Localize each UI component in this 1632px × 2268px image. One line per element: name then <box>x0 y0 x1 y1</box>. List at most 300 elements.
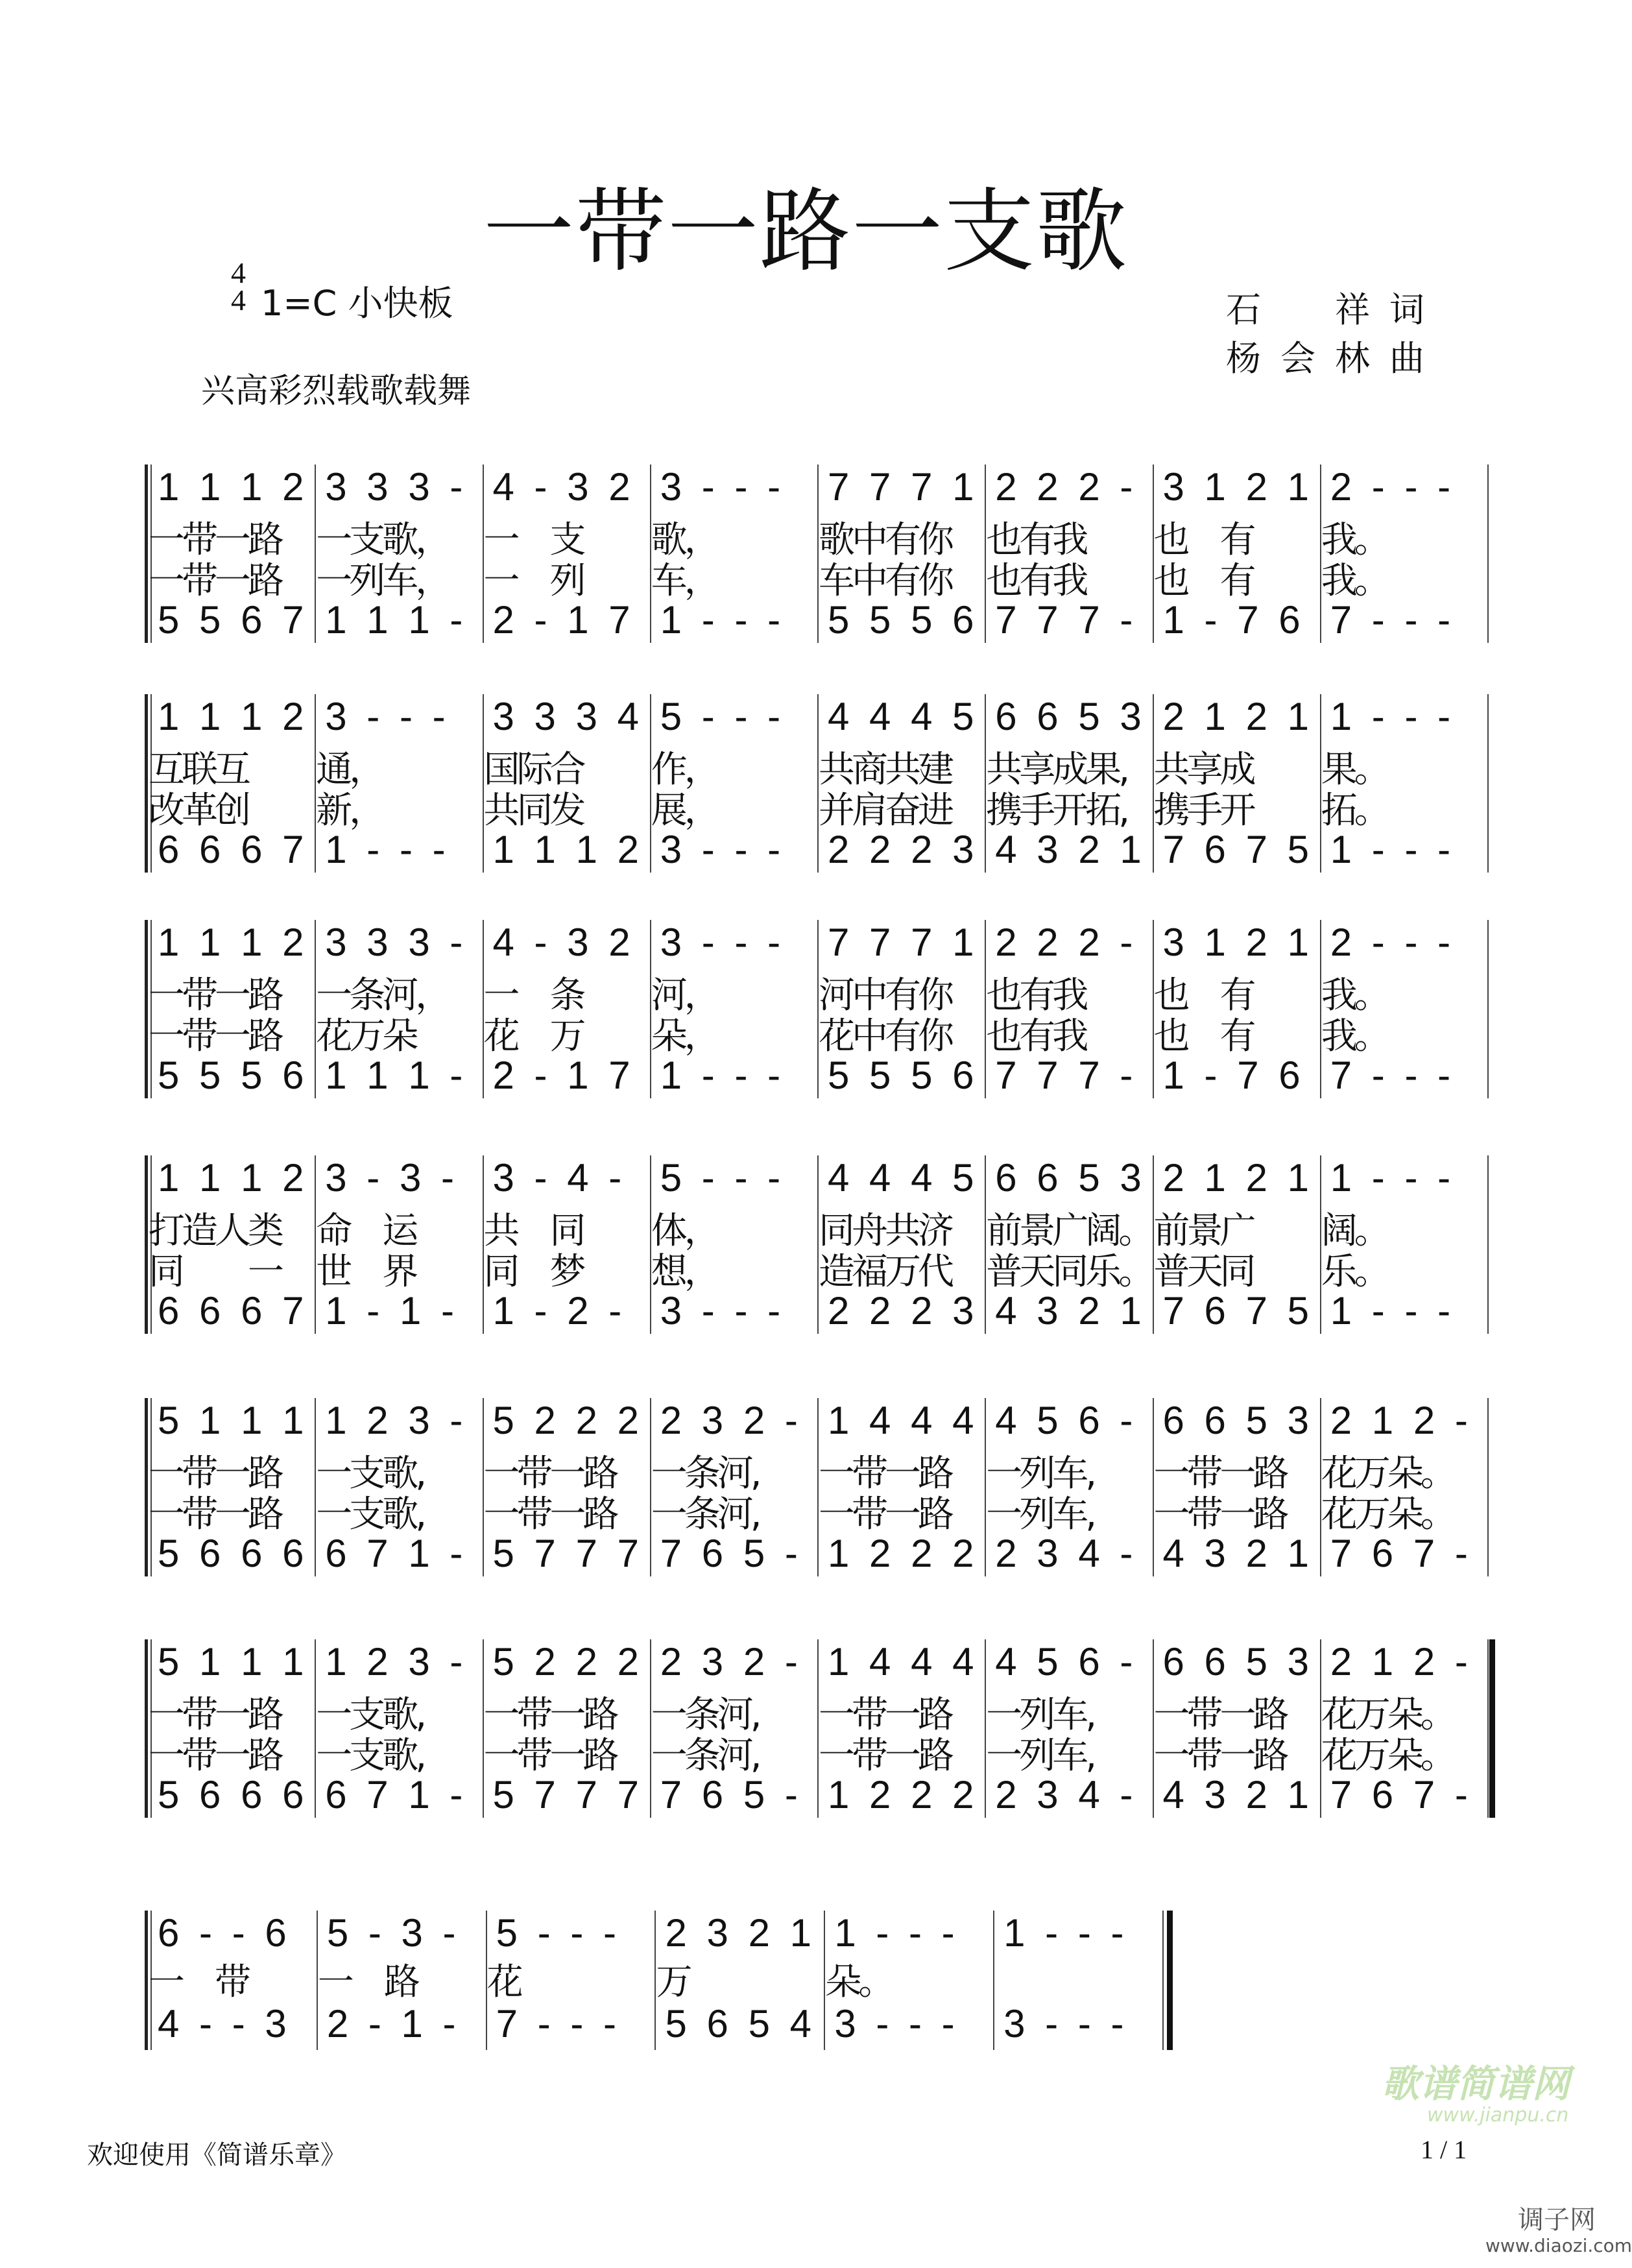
lyric-verse-1: 一列车, <box>986 1453 1094 1495</box>
system-bracket <box>145 464 148 643</box>
measure <box>651 694 819 873</box>
lyric-verse-2: 也有我 <box>986 1015 1086 1057</box>
measures <box>149 1911 1164 2050</box>
melody-notes: 5 - 3 - <box>326 1911 461 1955</box>
harmony-notes: 7 6 5 - <box>660 1532 802 1575</box>
harmony-notes: 1 - - - <box>660 1054 786 1097</box>
lyric-verse-1: 也有我 <box>986 519 1086 561</box>
melody-notes: 5 1 1 1 <box>158 1399 309 1442</box>
lyric-verse-1: 花万朵。 <box>1321 1453 1454 1495</box>
harmony-notes: 5 6 5 4 <box>665 2002 816 2045</box>
measure <box>149 1639 316 1818</box>
lyric-verse-2: 新， <box>316 790 383 832</box>
melody-notes: 1 4 4 4 <box>828 1640 979 1683</box>
measure <box>1154 1155 1321 1334</box>
lyric-verse-2: 也 有 <box>1153 1015 1253 1057</box>
harmony-notes: 6 6 6 7 <box>158 1289 309 1333</box>
lyric-verse-1: 阔。 <box>1321 1210 1387 1252</box>
melody-notes: 3 - - - <box>660 921 786 964</box>
lyric-verse-2: 携手开拓, <box>986 790 1127 832</box>
measure <box>1321 464 1489 643</box>
lyric-verse-1: 一 支 <box>483 519 583 561</box>
measure <box>819 1155 986 1334</box>
measure <box>484 694 651 873</box>
score-system <box>149 694 1489 873</box>
harmony-notes: 2 3 4 - <box>995 1532 1138 1575</box>
measure <box>316 1398 483 1576</box>
lyric-verse-2: 花 万 <box>483 1015 583 1057</box>
melody-notes: 5 2 2 2 <box>492 1640 643 1683</box>
measure <box>819 1398 986 1576</box>
lyric-verse-1: 一带一路 <box>149 1453 281 1495</box>
melody-notes: 1 1 1 2 <box>158 1156 309 1200</box>
harmony-notes: 2 2 2 3 <box>828 828 979 871</box>
melody-notes: 2 1 2 1 <box>1162 1156 1314 1200</box>
melody-notes: 6 - - 6 <box>158 1911 291 1955</box>
harmony-notes: 1 2 2 2 <box>828 1532 979 1575</box>
lyric-verse-2: 一带一路 <box>149 1493 281 1536</box>
lyric-verse-2: 一列车, <box>986 1735 1094 1777</box>
lyric-verse-1: 花 <box>486 1961 520 2003</box>
harmony-notes: 7 6 7 - <box>1330 1532 1472 1575</box>
watermark2-logo: 调子网 <box>1518 2205 1596 2235</box>
lyric-verse-2: 乐。 <box>1321 1251 1387 1293</box>
measure <box>1321 1155 1489 1334</box>
lyric-verse-2: 我。 <box>1321 1015 1387 1057</box>
lyric-verse-2: 一支歌, <box>316 1493 424 1536</box>
melody-notes: 3 3 3 4 <box>492 695 643 738</box>
lyric-verse-1: 前景广 <box>1153 1210 1253 1252</box>
system-bracket <box>145 1911 148 2050</box>
system-bracket <box>145 1398 148 1576</box>
final-barline <box>1167 1911 1173 2050</box>
melody-notes: 1 - - - <box>834 1911 959 1955</box>
measure <box>484 920 651 1098</box>
lyric-verse-2: 一带一路 <box>1153 1493 1286 1536</box>
lyric-verse-1: 我。 <box>1321 974 1387 1017</box>
melody-notes: 2 2 2 - <box>995 921 1138 964</box>
lyric-verse-1: 一带一路 <box>1153 1694 1286 1736</box>
lyric-verse-2: 共同发 <box>483 790 583 832</box>
harmony-notes: 2 2 2 3 <box>828 1289 979 1333</box>
lyric-verse-2: 一带一路 <box>149 1015 281 1057</box>
measures <box>149 1639 1489 1818</box>
lyric-verse-1: 朵。 <box>825 1961 892 2003</box>
lyric-verse-2: 一带一路 <box>149 560 281 602</box>
melody-notes: 3 1 2 1 <box>1162 921 1314 964</box>
harmony-notes: 1 - - - <box>325 828 450 871</box>
harmony-notes: 1 - 1 - <box>325 1289 459 1333</box>
lyric-verse-1: 一带一路 <box>1153 1453 1286 1495</box>
lyric-verse-1: 一条河, <box>651 1694 759 1736</box>
measures <box>149 1398 1489 1576</box>
lyric-verse-1: 一带一路 <box>149 1694 281 1736</box>
melody-notes: 7 7 7 1 <box>828 465 979 509</box>
lyric-verse-1: 我。 <box>1321 519 1387 561</box>
melody-notes: 1 4 4 4 <box>828 1399 979 1442</box>
harmony-notes: 4 3 2 1 <box>995 1289 1146 1333</box>
melody-notes: 1 1 1 2 <box>158 921 309 964</box>
harmony-notes: 6 6 6 7 <box>158 828 309 871</box>
lyric-verse-1: 前景广阔。 <box>986 1210 1152 1252</box>
harmony-notes: 1 - - - <box>660 598 786 642</box>
lyric-verse-1: 命 运 <box>316 1210 416 1252</box>
lyric-verse-1: 花万朵。 <box>1321 1694 1454 1736</box>
harmony-notes: 7 7 7 - <box>995 598 1138 642</box>
measure <box>986 920 1153 1098</box>
melody-notes: 3 - - - <box>325 695 450 738</box>
lyric-verse-1: 河， <box>651 974 717 1017</box>
system-bracket <box>145 920 148 1098</box>
melody-notes: 5 - - - <box>496 1911 621 1955</box>
measure <box>149 1155 316 1334</box>
melody-notes: 2 3 2 - <box>660 1399 802 1442</box>
lyric-verse-1: 一 带 <box>149 1961 248 2003</box>
lyric-verse-2: 我。 <box>1321 560 1387 602</box>
measure <box>819 920 986 1098</box>
lyric-verse-1: 也 有 <box>1153 519 1253 561</box>
lyric-verse-1: 一列车, <box>986 1694 1094 1736</box>
song-title: 一带一路一支歌 <box>483 179 1128 285</box>
measure <box>1321 1639 1489 1818</box>
system-bracket <box>145 1155 148 1334</box>
harmony-notes: 3 - - - <box>1003 2002 1129 2045</box>
harmony-notes: 5 6 6 6 <box>158 1773 309 1816</box>
measure <box>1154 1398 1321 1576</box>
system-bracket <box>145 1639 148 1818</box>
lyric-verse-1: 一条河, <box>651 1453 759 1495</box>
measure <box>986 1155 1153 1334</box>
melody-notes: 2 1 2 1 <box>1162 695 1314 738</box>
measure <box>651 1155 819 1334</box>
measure <box>986 1639 1153 1818</box>
melody-notes: 3 3 3 - <box>325 921 468 964</box>
lyric-verse-2: 造福万代 <box>819 1251 951 1293</box>
watermark-url: www.jianpu.cn <box>1427 2104 1569 2127</box>
melody-notes: 4 5 6 - <box>995 1399 1138 1442</box>
harmony-notes: 2 - 1 7 <box>492 1054 635 1097</box>
lyric-verse-1: 通， <box>316 749 383 791</box>
lyric-verse-1: 一带一路 <box>149 974 281 1017</box>
measure <box>1154 1639 1321 1818</box>
watermark2-url: www.diaozi.com <box>1485 2235 1632 2256</box>
lyric-verse-2: 普天同 <box>1153 1251 1253 1293</box>
lyric-verse-2: 一支歌, <box>316 1735 424 1777</box>
melody-notes: 3 - 4 - <box>492 1156 627 1200</box>
measure <box>986 464 1153 643</box>
final-barline <box>1489 1639 1495 1818</box>
lyric-verse-1: 体， <box>651 1210 717 1252</box>
lyric-verse-2: 朵， <box>651 1015 717 1057</box>
measure <box>318 1911 487 2050</box>
lyric-verse-1: 一带一路 <box>149 519 281 561</box>
melody-notes: 6 6 5 3 <box>1162 1399 1314 1442</box>
lyric-verse-2: 拓。 <box>1321 790 1387 832</box>
harmony-notes: 3 - - - <box>660 828 786 871</box>
melody-notes: 3 3 3 - <box>325 465 468 509</box>
measure <box>149 464 316 643</box>
melody-notes: 5 - - - <box>660 695 786 738</box>
harmony-notes: 4 - - 3 <box>158 2002 291 2045</box>
lyric-verse-1: 歌， <box>651 519 717 561</box>
key-tempo: 1=C 小快板 <box>261 283 453 324</box>
harmony-notes: 5 7 7 7 <box>492 1532 643 1575</box>
melody-notes: 3 - 3 - <box>325 1156 459 1200</box>
lyric-verse-1: 也有我 <box>986 974 1086 1017</box>
expression-mark: 兴高彩烈载歌载舞 <box>201 372 472 411</box>
lyric-verse-2: 也 有 <box>1153 560 1253 602</box>
melody-notes: 1 2 3 - <box>325 1640 468 1683</box>
composer-credit: 杨会林曲 <box>1226 338 1444 379</box>
melody-notes: 4 4 4 5 <box>828 695 979 738</box>
measure <box>825 1911 994 2050</box>
lyric-verse-1: 共享成果, <box>986 749 1127 791</box>
melody-notes: 2 3 2 1 <box>665 1911 816 1955</box>
melody-notes: 2 1 2 - <box>1330 1399 1472 1442</box>
harmony-notes: 2 - 1 - <box>326 2002 461 2045</box>
measures <box>149 920 1489 1098</box>
system-bracket <box>145 694 148 873</box>
measure <box>1154 464 1321 643</box>
measure <box>149 1911 318 2050</box>
lyric-verse-1: 河中有你 <box>819 974 951 1017</box>
lyric-verse-2: 花万朵。 <box>1321 1735 1454 1777</box>
harmony-notes: 7 7 7 - <box>995 1054 1138 1097</box>
melody-notes: 1 1 1 2 <box>158 695 309 738</box>
harmony-notes: 7 - - - <box>1330 1054 1456 1097</box>
harmony-notes: 4 3 2 1 <box>1162 1532 1314 1575</box>
measures <box>149 464 1489 643</box>
harmony-notes: 4 3 2 1 <box>1162 1773 1314 1816</box>
measure <box>656 1911 825 2050</box>
harmony-notes: 1 2 2 2 <box>828 1773 979 1816</box>
measure <box>986 694 1153 873</box>
harmony-notes: 3 - - - <box>834 2002 959 2045</box>
harmony-notes: 1 1 1 - <box>325 598 468 642</box>
lyric-verse-1: 共 同 <box>483 1210 583 1252</box>
harmony-notes: 7 - - - <box>1330 598 1456 642</box>
lyric-verse-2: 一带一路 <box>483 1735 616 1777</box>
measure <box>819 694 986 873</box>
melody-notes: 3 1 2 1 <box>1162 465 1314 509</box>
lyric-verse-2: 改革创 <box>149 790 248 832</box>
measure <box>149 1398 316 1576</box>
measure <box>316 1155 483 1334</box>
lyric-verse-2: 花万朵。 <box>1321 1493 1454 1536</box>
harmony-notes: 1 - 2 - <box>492 1289 627 1333</box>
lyric-verse-1: 一 路 <box>317 1961 417 2003</box>
melody-notes: 4 5 6 - <box>995 1640 1138 1683</box>
lyric-verse-2: 普天同乐。 <box>986 1251 1152 1293</box>
measure <box>819 464 986 643</box>
melody-notes: 1 - - - <box>1330 695 1456 738</box>
melody-notes: 4 - 3 2 <box>492 921 635 964</box>
score-system <box>149 920 1489 1098</box>
lyric-verse-2: 并肩奋进 <box>819 790 951 832</box>
melody-notes: 6 6 5 3 <box>995 695 1146 738</box>
lyric-verse-1: 一支歌, <box>316 1694 424 1736</box>
lyric-verse-2: 一条河, <box>651 1493 759 1536</box>
page-number: 1 / 1 <box>1421 2135 1467 2164</box>
measures <box>149 1155 1489 1334</box>
melody-notes: 2 2 2 - <box>995 465 1138 509</box>
measure <box>484 1155 651 1334</box>
measure <box>484 1639 651 1818</box>
measure <box>316 464 483 643</box>
lyric-verse-2: 展， <box>651 790 717 832</box>
lyric-verse-2: 一条河, <box>651 1735 759 1777</box>
melody-notes: 6 6 5 3 <box>1162 1640 1314 1683</box>
measure <box>316 920 483 1098</box>
lyric-verse-1: 共享成 <box>1153 749 1253 791</box>
lyric-verse-1: 作， <box>651 749 717 791</box>
measure <box>819 1639 986 1818</box>
harmony-notes: 5 7 7 7 <box>492 1773 643 1816</box>
melody-notes: 2 - - - <box>1330 921 1456 964</box>
lyric-verse-1: 万 <box>656 1961 690 2003</box>
melody-notes: 1 1 1 2 <box>158 465 309 509</box>
measure <box>651 920 819 1098</box>
score-system <box>149 1398 1489 1576</box>
lyric-verse-2: 携手开 <box>1153 790 1253 832</box>
melody-notes: 6 6 5 3 <box>995 1156 1146 1200</box>
measure <box>1154 694 1321 873</box>
lyric-verse-2: 花万朵 <box>316 1015 416 1057</box>
lyric-verse-2: 一带一路 <box>1153 1735 1286 1777</box>
lyric-verse-2: 同 梦 <box>483 1251 583 1293</box>
melody-notes: 2 - - - <box>1330 465 1456 509</box>
harmony-notes: 6 7 1 - <box>325 1773 468 1816</box>
measure <box>484 1398 651 1576</box>
melody-notes: 5 - - - <box>660 1156 786 1200</box>
lyric-verse-1: 一带一路 <box>819 1694 951 1736</box>
measure <box>1321 1398 1489 1576</box>
lyric-verse-2: 车， <box>651 560 717 602</box>
lyric-verse-2: 一 列 <box>483 560 583 602</box>
lyric-verse-1: 共商共建 <box>819 749 951 791</box>
harmony-notes: 1 1 1 2 <box>492 828 643 871</box>
lyric-verse-2: 一带一路 <box>819 1735 951 1777</box>
lyricist-credit: 石 祥词 <box>1226 289 1444 330</box>
lyric-verse-1: 打造人类 <box>149 1210 281 1252</box>
time-signature <box>231 256 246 317</box>
measure <box>651 1398 819 1576</box>
harmony-notes: 7 6 7 5 <box>1162 828 1314 871</box>
melody-notes: 1 - - - <box>1330 1156 1456 1200</box>
harmony-notes: 1 - - - <box>1330 828 1456 871</box>
lyric-verse-2: 一带一路 <box>483 1493 616 1536</box>
lyric-verse-2: 也有我 <box>986 560 1086 602</box>
melody-notes: 7 7 7 1 <box>828 921 979 964</box>
lyric-verse-1: 也 有 <box>1153 974 1253 1017</box>
measure <box>316 1639 483 1818</box>
lyric-verse-1: 一带一路 <box>819 1453 951 1495</box>
harmony-notes: 1 - - - <box>1330 1289 1456 1333</box>
melody-notes: 1 - - - <box>1003 1911 1129 1955</box>
melody-notes: 2 1 2 - <box>1330 1640 1472 1683</box>
harmony-notes: 5 6 6 6 <box>158 1532 309 1575</box>
lyric-verse-1: 一支歌, <box>316 1453 424 1495</box>
measure <box>487 1911 656 2050</box>
measure <box>149 694 316 873</box>
lyric-verse-1: 一带一路 <box>483 1453 616 1495</box>
lyric-verse-1: 同舟共济 <box>819 1210 951 1252</box>
lyric-verse-1: 一带一路 <box>483 1694 616 1736</box>
harmony-notes: 2 3 4 - <box>995 1773 1138 1816</box>
measure <box>986 1398 1153 1576</box>
harmony-notes: 1 - 7 6 <box>1162 598 1305 642</box>
measure <box>651 1639 819 1818</box>
lyric-verse-2: 同 一 <box>149 1251 281 1293</box>
harmony-notes: 4 3 2 1 <box>995 828 1146 871</box>
score-system <box>149 1155 1489 1334</box>
harmony-notes: 1 - 7 6 <box>1162 1054 1305 1097</box>
lyric-verse-2: 想， <box>651 1251 717 1293</box>
harmony-notes: 6 7 1 - <box>325 1532 468 1575</box>
lyric-verse-1: 果。 <box>1321 749 1387 791</box>
harmony-notes: 5 5 5 6 <box>158 1054 309 1097</box>
score-system <box>149 1639 1489 1818</box>
harmony-notes: 1 1 1 - <box>325 1054 468 1097</box>
measure <box>149 920 316 1098</box>
harmony-notes: 7 6 5 - <box>660 1773 802 1816</box>
time-signature-top: 4 <box>231 256 246 289</box>
harmony-notes: 5 5 6 7 <box>158 598 309 642</box>
harmony-notes: 5 5 5 6 <box>828 1054 979 1097</box>
melody-notes: 4 - 3 2 <box>492 465 635 509</box>
measure <box>1321 920 1489 1098</box>
footer-text: 欢迎使用《简谱乐章》 <box>87 2140 346 2170</box>
harmony-notes: 2 - 1 7 <box>492 598 635 642</box>
harmony-notes: 5 5 5 6 <box>828 598 979 642</box>
lyric-verse-2: 车中有你 <box>819 560 951 602</box>
melody-notes: 3 - - - <box>660 465 786 509</box>
lyric-verse-2: 世 界 <box>316 1251 416 1293</box>
measure <box>1154 920 1321 1098</box>
lyric-verse-2: 一列车， <box>316 560 449 602</box>
measure <box>994 1911 1164 2050</box>
melody-notes: 4 4 4 5 <box>828 1156 979 1200</box>
score-system <box>149 1911 1164 2050</box>
measure <box>316 694 483 873</box>
melody-notes: 5 1 1 1 <box>158 1640 309 1683</box>
measure <box>1321 694 1489 873</box>
lyric-verse-2: 一带一路 <box>819 1493 951 1536</box>
score-system <box>149 464 1489 643</box>
lyric-verse-1: 一条河， <box>316 974 449 1017</box>
time-signature-bottom: 4 <box>231 284 246 317</box>
measures <box>149 694 1489 873</box>
measure <box>484 464 651 643</box>
melody-notes: 5 2 2 2 <box>492 1399 643 1442</box>
lyric-verse-1: 歌中有你 <box>819 519 951 561</box>
watermark-logo: 歌谱简谱网 <box>1382 2062 1570 2106</box>
lyric-verse-1: 国际合 <box>483 749 583 791</box>
melody-notes: 1 2 3 - <box>325 1399 468 1442</box>
lyric-verse-2: 一带一路 <box>149 1735 281 1777</box>
melody-notes: 2 3 2 - <box>660 1640 802 1683</box>
harmony-notes: 7 - - - <box>496 2002 621 2045</box>
lyric-verse-1: 互联互 <box>149 749 248 791</box>
lyric-verse-2: 花中有你 <box>819 1015 951 1057</box>
lyric-verse-1: 一 条 <box>483 974 583 1017</box>
harmony-notes: 7 6 7 - <box>1330 1773 1472 1816</box>
lyric-verse-2: 一列车, <box>986 1493 1094 1536</box>
measure <box>651 464 819 643</box>
lyric-verse-1: 一支歌， <box>316 519 449 561</box>
harmony-notes: 7 6 7 5 <box>1162 1289 1314 1333</box>
harmony-notes: 3 - - - <box>660 1289 786 1333</box>
